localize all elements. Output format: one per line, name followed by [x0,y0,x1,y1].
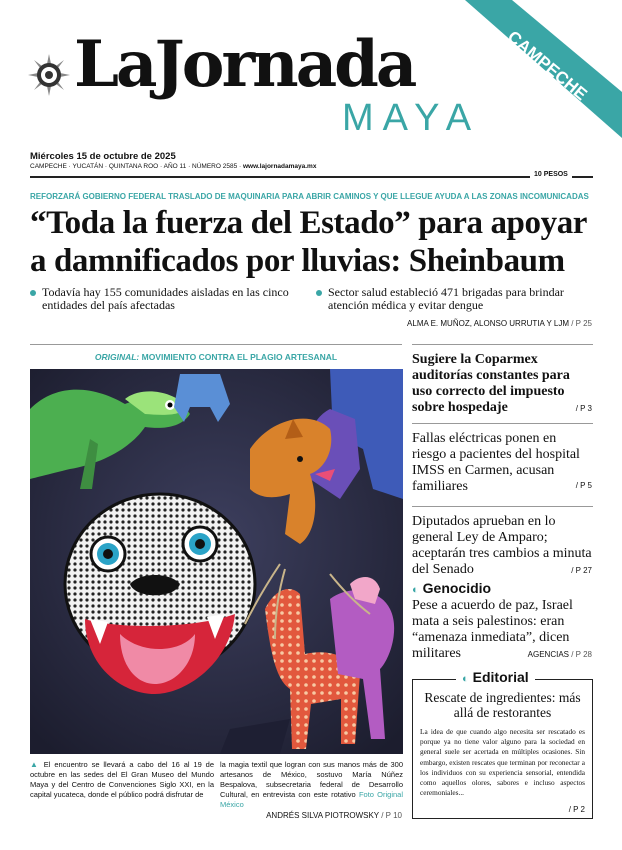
lead-bullet-2-text: Sector salud estableció 471 brigadas para brindar atención médica y evitar dengue [328,285,564,312]
editorial-title[interactable]: Rescate de ingredientes: más allá de restorantes [424,690,581,720]
sidebar-story-4-agency: AGENCIAS [527,650,569,659]
sidebar-rule-2 [412,423,593,424]
lead-kicker: REFORZARÁ GOBIERNO FEDERAL TRASLADO DE MAQUINARIA PARA ABRIR CAMINOS Y QUE LLEGUE AYUDA A LAS ZONAS INCOMUNICADAS [30,192,589,201]
editorial-section-label: Editorial [472,669,529,685]
sidebar-story-4-headline: Pese a acuerdo de paz, Israel mata a seis palestinos: eran “amenaza inmediata”, dicen militares [412,598,573,661]
sidebar-story-2-page[interactable]: / P 5 [575,481,592,490]
photo-top-rule [30,344,402,345]
sidebar-rule-3 [412,506,593,507]
photo-kicker-italic: ORIGINAL: [94,352,140,362]
masthead-rule [30,176,593,178]
section-genocidio-label: Genocidio [422,580,492,596]
photo-kicker [30,352,402,362]
sidebar-story-3-headline: Diputados aprueban en lo general Ley de Amparo; aceptarán tres cambios a minuta del Senado [412,514,592,577]
sidebar-story-3-page[interactable]: / P 27 [571,566,592,575]
lead-headline[interactable] [30,204,600,280]
photo-kicker-text: MOVIMIENTO CONTRA EL PLAGIO ARTESANAL [139,352,338,362]
edition-ribbon-label: CAMPECHE [503,27,591,105]
masthead-sub: MAYA [342,97,481,139]
editorial-header [456,669,535,687]
issue-info [30,163,316,170]
sidebar-story-1-headline: Sugiere la Coparmex auditorías constantes para uso correcto del impuesto sobre hospedaje [412,352,570,415]
lead-byline-names: ALMA E. MUÑOZ, ALONSO URRUTIA Y LJM [407,319,569,328]
photo-byline [266,811,402,820]
section-sun-icon: ◐ [462,673,469,685]
photo-page-ref[interactable]: / P 10 [381,811,402,820]
sidebar-story-4-byline [528,650,592,659]
lead-bullet-2 [316,286,600,312]
lead-headline-line-1: “Toda la fuerza del Estado” para apoyar [30,205,588,241]
main-photo [30,369,403,754]
sidebar-story-1[interactable] [412,352,593,416]
lead-bullet-1 [30,286,310,312]
lead-page-ref[interactable]: / P 25 [571,319,592,328]
photo-caption-col-2 [220,760,403,810]
caption-triangle-icon: ▲ [30,760,44,769]
sidebar-story-2-headline: Fallas eléctricas ponen en riesgo a pacientes del hospital IMSS en Carmen, acusan familiares [412,431,580,494]
site-link[interactable]: www.lajornadamaya.mx [242,163,317,170]
sidebar-story-1-page[interactable]: / P 3 [575,404,592,413]
photo-caption-col-1-text: El encuentro se llevará a cabo del 16 al 19 de octubre en las sedes del El Gran Museo del Mundo Maya y del Centro de Convenciones Siglo XXI, en la capital yucateca, donde el público podrá disfrutar de [30,760,215,799]
sidebar-rule-1 [412,344,593,345]
sidebar-story-3[interactable] [412,514,593,578]
sidebar-story-4-section [412,580,491,598]
photo-caption-col-2-text: la magia textil que logran con sus manos más de 300 artesanos de México, sostuvo María Núñez Bespalova, subsecretaria federal de Desarrollo Cultural, en entrevista con este rotativo [220,760,403,799]
edition-ribbon [440,0,622,140]
editorial-body: La idea de que cuando algo necesita ser rescatado es porque ya no tiene valor alguno para la sociedad en general suele ser acertada en múltiples ocasiones. Sin embargo, existen rescates que terminan por reconectar a los individuos con su experiencia sensorial, entendida como aquellos olores, sabores e incluso aspectos ceremoniales... [420,727,585,798]
logo-sun-icon [26,52,72,98]
editorial-page[interactable]: / P 2 [568,805,585,814]
bullet-dot-icon [316,290,322,296]
photo-caption-col-1 [30,760,214,800]
bullet-dot-icon [30,290,36,296]
photo-credit: Foto Original México [220,790,403,809]
sidebar-story-4-page[interactable]: / P 28 [571,650,592,659]
sidebar-story-2[interactable] [412,431,593,495]
price: 10 PESOS [530,171,572,178]
lead-bullet-1-text: Todavía hay 155 comunidades aisladas en las cinco entidades del país afectadas [42,285,289,312]
photo-byline-name: ANDRÉS SILVA PIOTROWSKY [266,811,379,820]
masthead-name: LaJornada [74,27,415,102]
section-sun-icon: ◐ [412,584,419,596]
issue-info-text: CAMPECHE · YUCATÁN · QUINTANA ROO · AÑO 11 · NÚMERO 2585 · [30,163,243,170]
lead-headline-line-2: a damnificados por lluvias: Sheinbaum [30,243,565,279]
lead-byline [407,319,592,328]
issue-date: Miércoles 15 de octubre de 2025 [30,151,176,162]
